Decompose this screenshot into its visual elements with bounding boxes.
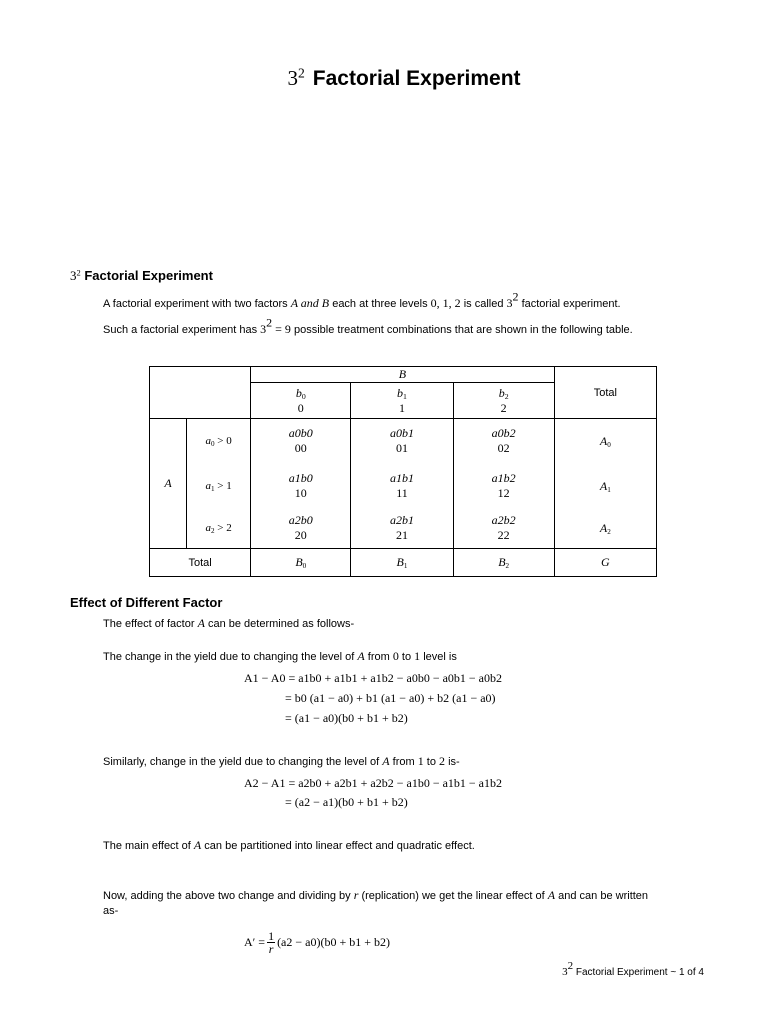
paragraph-change-0-1: The change in the yield due to changing the level of A from 0 to 1 level is <box>103 649 457 663</box>
paragraph-linear-effect-cont: as- <box>103 905 119 917</box>
paragraph-change-1-2: Similarly, change in the yield due to changing the level of A from 1 to 2 is- <box>103 754 460 768</box>
total-row-label: Total <box>150 549 251 577</box>
cell-a2b0: a2b0 20 <box>251 509 351 549</box>
title-math: $3^2$ <box>287 65 305 90</box>
row-total-a1: $A_1$ <box>554 464 656 509</box>
paragraph-main-effect: The main effect of A can be partitioned into linear effect and quadratic effect. <box>103 838 475 852</box>
cell-a0b1: a0b1 01 <box>351 419 453 464</box>
paragraph-linear-effect: Now, adding the above two change and dividing by r (replication) we get the linear effect of A and can be written <box>103 888 649 902</box>
paragraph-intro: A factorial experiment with two factors A and B each at three levels 0, 1, 2 is called $3^2$ factorial experiment. <box>103 289 621 310</box>
col-head-b2: $b_2$ 2 <box>453 383 554 419</box>
cell-a2b1: a2b1 21 <box>351 509 453 549</box>
row-total-a0: $A_0$ <box>554 419 656 464</box>
section-heading-factorial: $3^2$ Factorial Experiment <box>70 267 213 283</box>
equation-1-line-3: = (a1 − a0)(b0 + b1 + b2) <box>285 711 408 725</box>
cell-a0b0: a0b0 00 <box>251 419 351 464</box>
section-heading-effect: Effect of Different Factor <box>70 595 223 610</box>
cell-a0b2: a0b2 02 <box>453 419 554 464</box>
row-head-a0: $a_0 > 0$ <box>187 419 251 464</box>
paragraph-combinations: Such a factorial experiment has $3^2 = 9$ possible treatment combinations that are shown in the following table. <box>103 315 633 336</box>
col-head-b0: $b_0$ 0 <box>251 383 351 419</box>
row-total-a2: $A_2$ <box>554 509 656 549</box>
total-header: Total <box>554 367 656 419</box>
equation-1-line-2: = b0 (a1 − a0) + b1 (a1 − a0) + b2 (a1 − a0) <box>285 691 496 705</box>
equation-2-line-1: A2 − A1 = a2b0 + a2b1 + a2b2 − a1b0 − a1b1 − a1b2 <box>244 776 502 790</box>
page-title <box>0 66 768 91</box>
row-head-a1: $a_1 > 1$ <box>187 464 251 509</box>
paragraph-effect-a: The effect of factor A can be determined as follows- <box>103 616 355 630</box>
title-text: Factorial Experiment <box>312 67 521 90</box>
col-total-b0: $B_0$ <box>251 549 351 577</box>
equation-lhs: A′ = <box>244 935 266 949</box>
col-total-b2: $B_2$ <box>453 549 554 577</box>
factor-a-label: A <box>150 419 187 549</box>
col-total-b1: $B_1$ <box>351 549 453 577</box>
treatment-combinations-table <box>149 366 657 577</box>
equation-linear-effect <box>244 930 390 955</box>
grand-total: G <box>554 549 656 577</box>
cell-a1b2: a1b2 12 <box>453 464 554 509</box>
factor-b-label: B <box>251 367 555 383</box>
col-head-b1: $b_1$ 1 <box>351 383 453 419</box>
cell-a1b1: a1b1 11 <box>351 464 453 509</box>
page-footer: $3^2$ Factorial Experiment ~ 1 of 4 <box>562 960 704 979</box>
equation-1-line-1: A1 − A0 = a1b0 + a1b1 + a1b2 − a0b0 − a0b1 − a0b2 <box>244 671 502 685</box>
fraction: $\frac{1}{r}$ <box>268 929 275 956</box>
equation-rhs: (a2 − a0)(b0 + b1 + b2) <box>277 935 391 949</box>
row-head-a2: $a_2 > 2$ <box>187 509 251 549</box>
cell-a2b2: a2b2 22 <box>453 509 554 549</box>
equation-2-line-2: = (a2 − a1)(b0 + b1 + b2) <box>285 795 408 809</box>
cell-a1b0: a1b0 10 <box>251 464 351 509</box>
table-corner <box>150 367 251 419</box>
